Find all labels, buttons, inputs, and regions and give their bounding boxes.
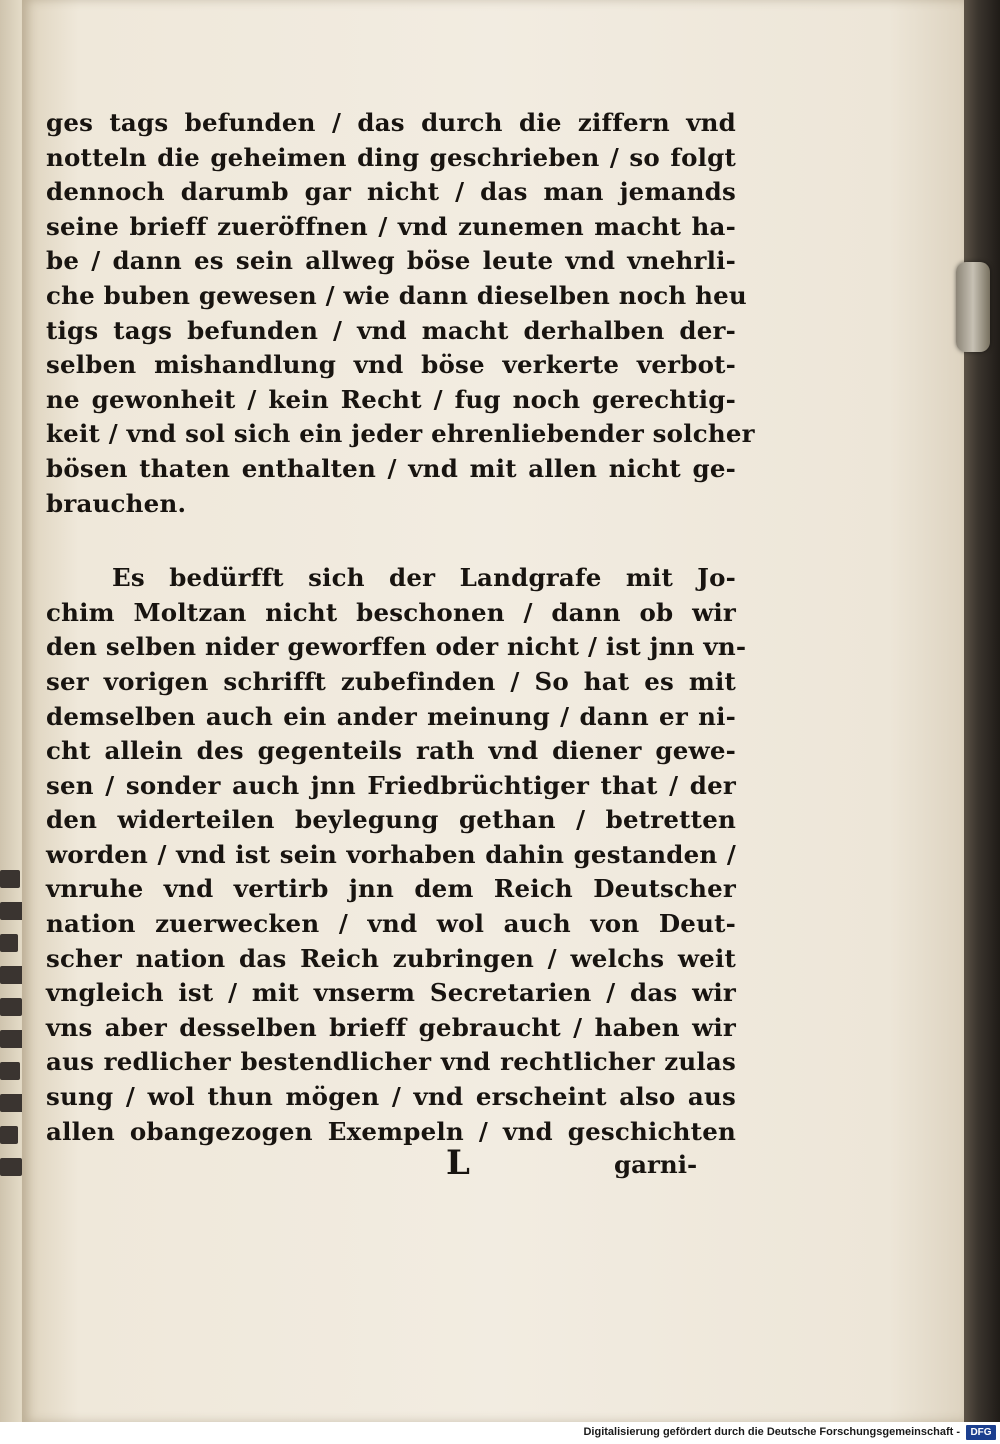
text-line: ne gewonheit / kein Recht / fug noch gerechtig- xyxy=(46,384,736,414)
text-line: selben mishandlung vnd böse verkerte verbot- xyxy=(46,350,736,380)
paragraph-gap xyxy=(46,521,736,561)
text-line: demselben auch ein ander meinung / dann er ni- xyxy=(46,701,736,731)
text-line: vngleich ist / mit vnserm Secretarien / das wir xyxy=(46,978,736,1008)
text-line: Es bedürfft sich der Landgrafe mit Jo- xyxy=(112,563,736,593)
paragraph-2 xyxy=(46,561,747,1149)
text-line: sen / sonder auch jnn Friedbrüchtiger that / der xyxy=(46,770,736,800)
text-line: chim Moltzan nicht beschonen / dann ob wir xyxy=(46,597,736,627)
text-line: den selben nider geworffen oder nicht / ist jnn vn- xyxy=(46,632,747,662)
signature-mark: L xyxy=(446,1143,470,1183)
text-line: cht allein des gegenteils rath vnd diener gewe- xyxy=(46,736,736,766)
text-line: vnruhe vnd vertirb jnn dem Reich Deutscher xyxy=(46,874,736,904)
text-line: che buben gewesen / wie dann dieselben noch heu xyxy=(46,280,747,310)
footer-strip xyxy=(0,1422,1000,1444)
text-line: aus redlicher bestendlicher vnd rechtlicher zulas xyxy=(46,1047,736,1077)
book-clasp xyxy=(956,262,990,352)
text-line: notteln die geheimen ding geschrieben / so folgt xyxy=(46,142,736,172)
text-line: bösen thaten enthalten / vnd mit allen nicht ge- xyxy=(46,453,736,483)
funding-notice: Digitalisierung gefördert durch die Deutsche Forschungsgemeinschaft - xyxy=(583,1426,960,1438)
text-line: sung / wol thun mögen / vnd erscheint also aus xyxy=(46,1082,736,1112)
text-line: den widerteilen beylegung gethan / betretten xyxy=(46,805,736,835)
text-line: scher nation das Reich zubringen / welchs weit xyxy=(46,943,736,973)
paragraph-1 xyxy=(46,106,755,521)
text-line: ges tags befunden / das durch die ziffern vnd xyxy=(46,108,736,137)
text-line: seine brieff zueröffnen / vnd zunemen macht ha- xyxy=(46,211,736,241)
catchword: garni- xyxy=(614,1150,698,1179)
text-line: ser vorigen schrifft zubefinden / So hat es mit xyxy=(46,666,736,696)
text-line: allen obangezogen Exempeln / vnd geschichten xyxy=(46,1116,736,1146)
text-line: nation zuerwecken / vnd wol auch von Deut- xyxy=(46,909,736,939)
text-line: brauchen. xyxy=(46,488,187,518)
page-text xyxy=(46,106,755,1149)
text-line: dennoch darumb gar nicht / das man jemands xyxy=(46,177,736,207)
book-spine xyxy=(964,0,1000,1422)
text-line: worden / vnd ist sein vorhaben dahin gestanden / xyxy=(46,839,736,869)
text-line: vns aber desselben brieff gebraucht / haben wir xyxy=(46,1012,736,1042)
text-line: tigs tags befunden / vnd macht derhalben der- xyxy=(46,315,736,345)
text-line: be / dann es sein allweg böse leute vnd vnehrli- xyxy=(46,246,736,276)
dfg-logo-icon: DFG xyxy=(966,1425,996,1440)
text-line: keit / vnd sol sich ein jeder ehrenliebender solcher xyxy=(46,419,755,449)
